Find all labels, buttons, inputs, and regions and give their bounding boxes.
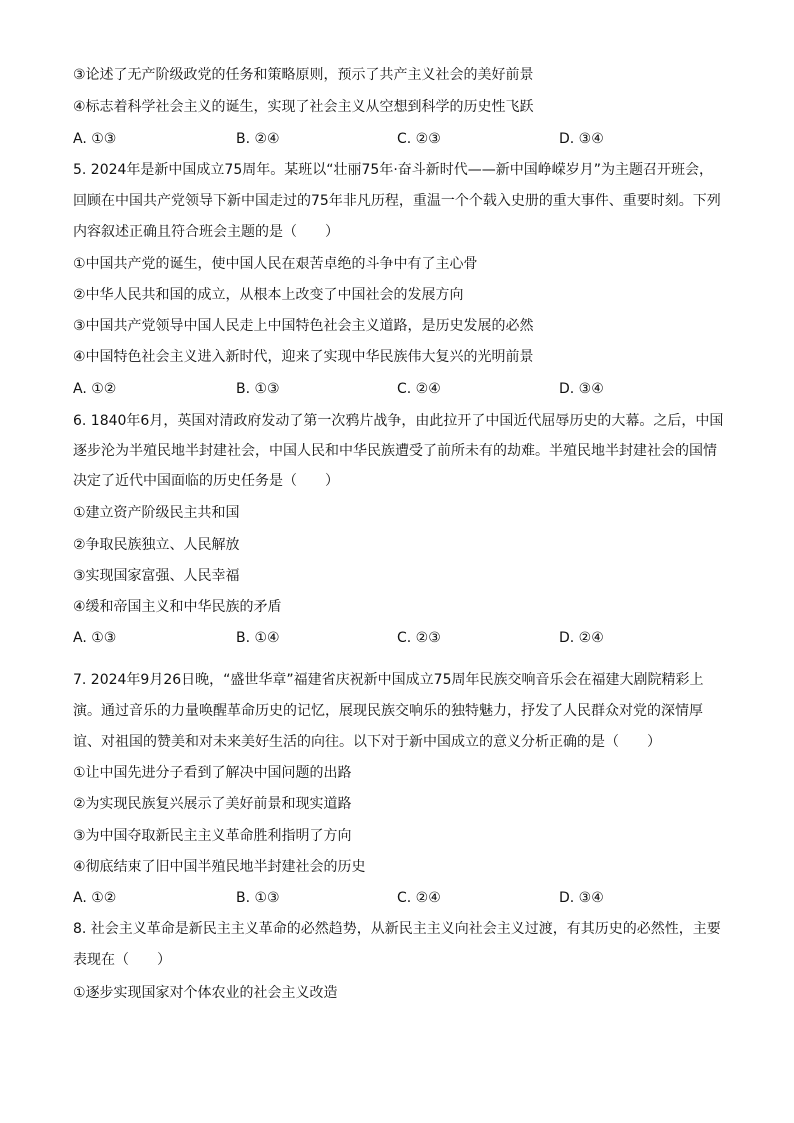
q5-statement-3: ③中国共产党领导中国人民走上中国特色社会主义道路，是历史发展的必然 <box>73 318 534 334</box>
q5-option-b[interactable]: B. ①③ <box>236 381 280 397</box>
q5-stem-line-3: 内容叙述正确且符合班会主题的是（ ） <box>73 224 339 240</box>
q7-statement-3: ③为中国夺取新民主主义革命胜利指明了方向 <box>73 828 352 844</box>
q4-statement-4: ④标志着科学社会主义的诞生，实现了社会主义从空想到科学的历史性飞跃 <box>73 99 534 115</box>
q6-option-d[interactable]: D. ②④ <box>559 630 604 646</box>
q5-option-d[interactable]: D. ③④ <box>559 381 604 397</box>
q5-stem-line-1: 5. 2024年是新中国成立75周年。某班以“壮丽75年·奋斗新时代——新中国峥嵘岁月”为主题召开班会， <box>73 162 714 178</box>
q6-statement-3: ③实现国家富强、人民幸福 <box>73 568 240 584</box>
q6-statement-2: ②争取民族独立、人民解放 <box>73 537 240 553</box>
q4-option-b[interactable]: B. ②④ <box>236 131 280 147</box>
q5-statement-4: ④中国特色社会主义进入新时代，迎来了实现中华民族伟大复兴的光明前景 <box>73 349 534 365</box>
q6-option-b[interactable]: B. ①④ <box>236 630 280 646</box>
q4-options <box>73 130 733 148</box>
q6-stem-line-2: 逐步沦为半殖民地半封建社会，中国人民和中华民族遭受了前所未有的劫难。半殖民地半封建社会的国情 <box>73 443 717 459</box>
q4-option-d[interactable]: D. ③④ <box>559 131 604 147</box>
q6-statement-4: ④缓和帝国主义和中华民族的矛盾 <box>73 599 282 615</box>
q7-stem-line-3: 谊、对祖国的赞美和对未来美好生活的向往。以下对于新中国成立的意义分析正确的是（ ） <box>73 734 661 750</box>
q4-option-a[interactable]: A. ①③ <box>73 131 117 147</box>
q4-statement-3: ③论述了无产阶级政党的任务和策略原则，预示了共产主义社会的美好前景 <box>73 67 534 83</box>
q8-statement-1: ①逐步实现国家对个体农业的社会主义改造 <box>73 985 338 1001</box>
q4-option-c[interactable]: C. ②③ <box>397 131 441 147</box>
q5-statement-1: ①中国共产党的诞生，使中国人民在艰苦卓绝的斗争中有了主心骨 <box>73 256 478 272</box>
q7-option-d[interactable]: D. ③④ <box>559 890 604 906</box>
q5-options <box>73 380 733 398</box>
q6-option-a[interactable]: A. ①③ <box>73 630 117 646</box>
q6-statement-1: ①建立资产阶级民主共和国 <box>73 505 240 521</box>
q7-statement-1: ①让中国先进分子看到了解决中国问题的出路 <box>73 765 352 781</box>
q5-statement-2: ②中华人民共和国的成立，从根本上改变了中国社会的发展方向 <box>73 287 464 303</box>
q7-stem-line-1: 7. 2024年9月26日晚，“盛世华章”福建省庆祝新中国成立75周年民族交响音乐会在福建大剧院精彩上 <box>73 672 704 688</box>
q7-option-b[interactable]: B. ①③ <box>236 890 280 906</box>
q5-option-a[interactable]: A. ①② <box>73 381 117 397</box>
q7-statement-2: ②为实现民族复兴展示了美好前景和现实道路 <box>73 796 352 812</box>
q7-option-a[interactable]: A. ①② <box>73 890 117 906</box>
q5-stem-line-2: 回顾在中国共产党领导下新中国走过的75年非凡历程，重温一个个载入史册的重大事件、重要时刻。下列 <box>73 193 721 209</box>
q8-stem-line-2: 表现在（ ） <box>73 952 171 968</box>
q6-options <box>73 629 733 647</box>
q7-option-c[interactable]: C. ②④ <box>397 890 441 906</box>
q5-option-c[interactable]: C. ②④ <box>397 381 441 397</box>
q6-option-c[interactable]: C. ②③ <box>397 630 441 646</box>
q7-statement-4: ④彻底结束了旧中国半殖民地半封建社会的历史 <box>73 859 366 875</box>
q8-stem-line-1: 8. 社会主义革命是新民主主义革命的必然趋势，从新民主主义向社会主义过渡，有其历史的必然性，主要 <box>73 921 721 937</box>
q7-options <box>73 889 733 907</box>
q6-stem-line-1: 6. 1840年6月，英国对清政府发动了第一次鸦片战争，由此拉开了中国近代屈辱历史的大幕。之后，中国 <box>73 413 724 429</box>
q6-stem-line-3: 决定了近代中国面临的历史任务是（ ） <box>73 473 339 489</box>
q7-stem-line-2: 演。通过音乐的力量唤醒革命历史的记忆，展现民族交响乐的独特魅力，抒发了人民群众对党的深情厚 <box>73 703 703 719</box>
